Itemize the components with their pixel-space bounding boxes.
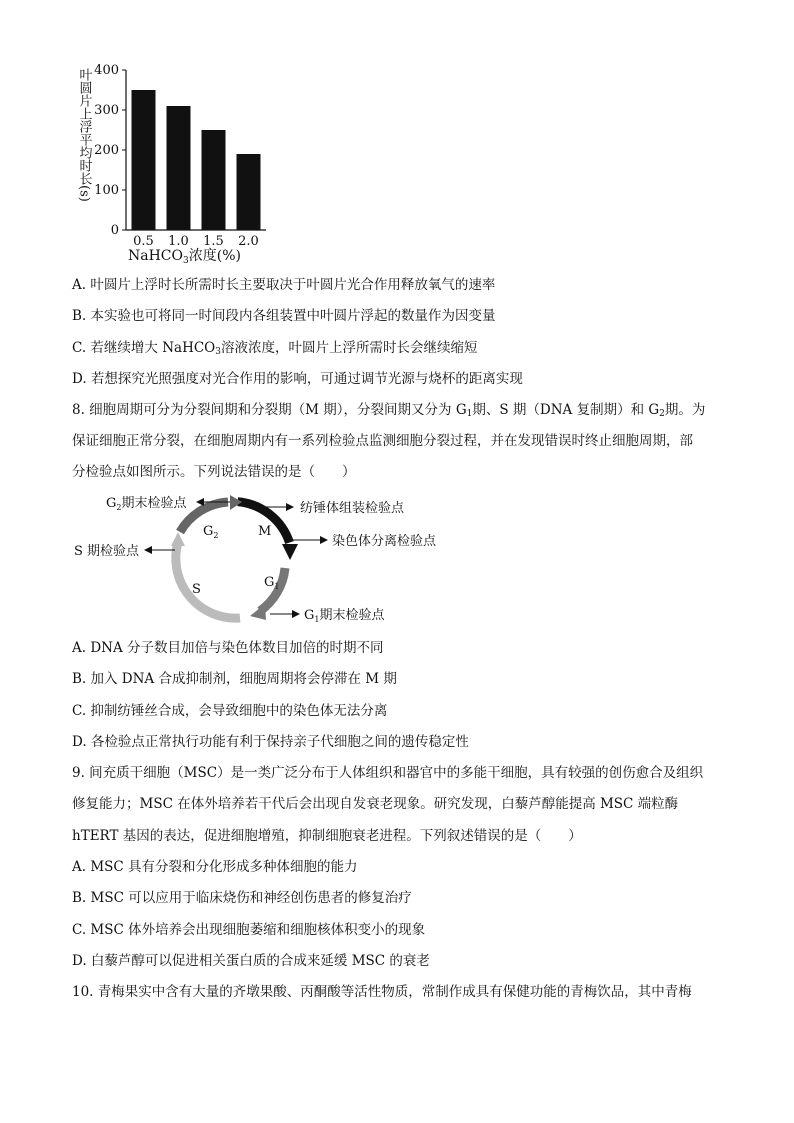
s-arrowhead [171, 532, 185, 546]
y-tick-label: 0 [110, 223, 119, 238]
q7-option-c: C. 若继续增大 NaHCO$_3$溶液浓度，叶圆片上浮所需时长会继续缩短 [72, 340, 478, 357]
y-tick-label: 400 [94, 63, 119, 78]
q9-stem-line2: 修复能力；MSC 在体外培养若干代后会出现自发衰老现象。研究发现，白藜芦醇能提高 MSC 端粒酶 [72, 796, 679, 812]
seg-label-m: M [258, 524, 272, 539]
q8-option-c: C. 抑制纺锤丝合成，会导致细胞中的染色体无法分离 [72, 703, 388, 719]
s-checkpoint-label: S 期检验点 [74, 544, 140, 559]
q8-option-b: B. 加入 DNA 合成抑制剂，细胞周期将会停滞在 M 期 [72, 671, 397, 687]
q10-stem-line1: 10. 青梅果实中含有大量的齐墩果酸、丙酮酸等活性物质，常制作成具有保健功能的青梅饮品，其中青梅 [72, 984, 692, 1000]
x-tick-label: 1.5 [203, 234, 224, 249]
spindle-checkpoint-label: 纺锤体组装检验点 [300, 501, 405, 516]
seg-label-s: S [192, 582, 201, 597]
q9-option-b: B. MSC 可以应用于临床烧伤和神经创伤患者的修复治疗 [72, 890, 412, 906]
q9-option-a: A. MSC 具有分裂和分化形成多种体细胞的能力 [72, 859, 358, 875]
cell-cycle-svg [70, 488, 470, 628]
g2-checkpoint-label: $G_2$期末检验点 [106, 496, 187, 512]
y-tick-label: 100 [94, 183, 119, 198]
q9-stem-line3: hTERT 基因的表达，促进细胞增殖，抑制细胞衰老进程。下列叙述错误的是（ ） [72, 828, 582, 844]
s-phase-arc [176, 542, 240, 618]
g2-arrowhead [230, 495, 242, 510]
q8-option-d: D. 各检验点正常执行功能有利于保持亲子代细胞之间的遗传稳定性 [72, 734, 469, 750]
q9-option-d: D. 白藜芦醇可以促进相关蛋白质的合成来延缓 MSC 的衰老 [72, 953, 430, 969]
q7-option-a: A. 叶圆片上浮时长所需时长主要取决于叶圆片光合作用释放氧气的速率 [72, 277, 496, 293]
bar-1.5 [202, 130, 226, 230]
chromosome-checkpoint-label: 染色体分离检验点 [332, 534, 437, 549]
y-tick-label: 300 [94, 103, 119, 118]
q7-option-b: B. 本实验也可将同一时间段内各组装置中叶圆片浮起的数量作为因变量 [72, 308, 496, 324]
seg-label-g1: $G_1$ [264, 575, 280, 591]
g1-checkpoint-label: $G_1$期末检验点 [304, 608, 385, 624]
m-arrowhead [282, 544, 298, 560]
q9-option-c: C. MSC 体外培养会出现细胞萎缩和细胞核体积变小的现象 [72, 922, 426, 938]
bar-chart [70, 60, 290, 270]
q8-stem-line2: 保证细胞正常分裂，在细胞周期内有一系列检验点监测细胞分裂过程，并在发现错误时终止细胞周期，部 [72, 433, 693, 449]
bar-0.5 [132, 90, 156, 230]
cell-cycle-diagram [70, 488, 470, 628]
x-tick-label: 0.5 [133, 234, 154, 249]
bar-1.0 [167, 106, 191, 230]
q8-stem-line3: 分检验点如图所示。下列说法错误的是（ ） [72, 464, 356, 480]
x-axis-label: NaHCO$_3$浓度(%) [128, 248, 241, 266]
q8-option-a: A. DNA 分子数目加倍与染色体数目加倍的时期不同 [72, 640, 384, 656]
bar-chart-svg [70, 60, 290, 270]
x-tick-label: 1.0 [168, 234, 189, 249]
g1-arrowhead [250, 604, 266, 620]
y-axis-label: 叶圆片上浮平均时长(s) [76, 68, 92, 202]
bar-2.0 [237, 154, 261, 230]
q8-stem-line1: 8. 细胞周期可分为分裂间期和分裂期（M 期），分裂间期又分为 $G_1$期、S 期（DNA 复制期）和 $G_2$期。为 [72, 402, 706, 419]
seg-label-g2: $G_2$ [203, 524, 219, 540]
q7-option-d: D. 若想探究光照强度对光合作用的影响，可通过调节光源与烧杯的距离实现 [72, 371, 523, 387]
x-tick-label: 2.0 [238, 234, 259, 249]
q9-stem-line1: 9. 间充质干细胞（MSC）是一类广泛分布于人体组织和器官中的多能干细胞，具有较强的创伤愈合及组织 [72, 765, 704, 781]
y-tick-label: 200 [94, 143, 119, 158]
